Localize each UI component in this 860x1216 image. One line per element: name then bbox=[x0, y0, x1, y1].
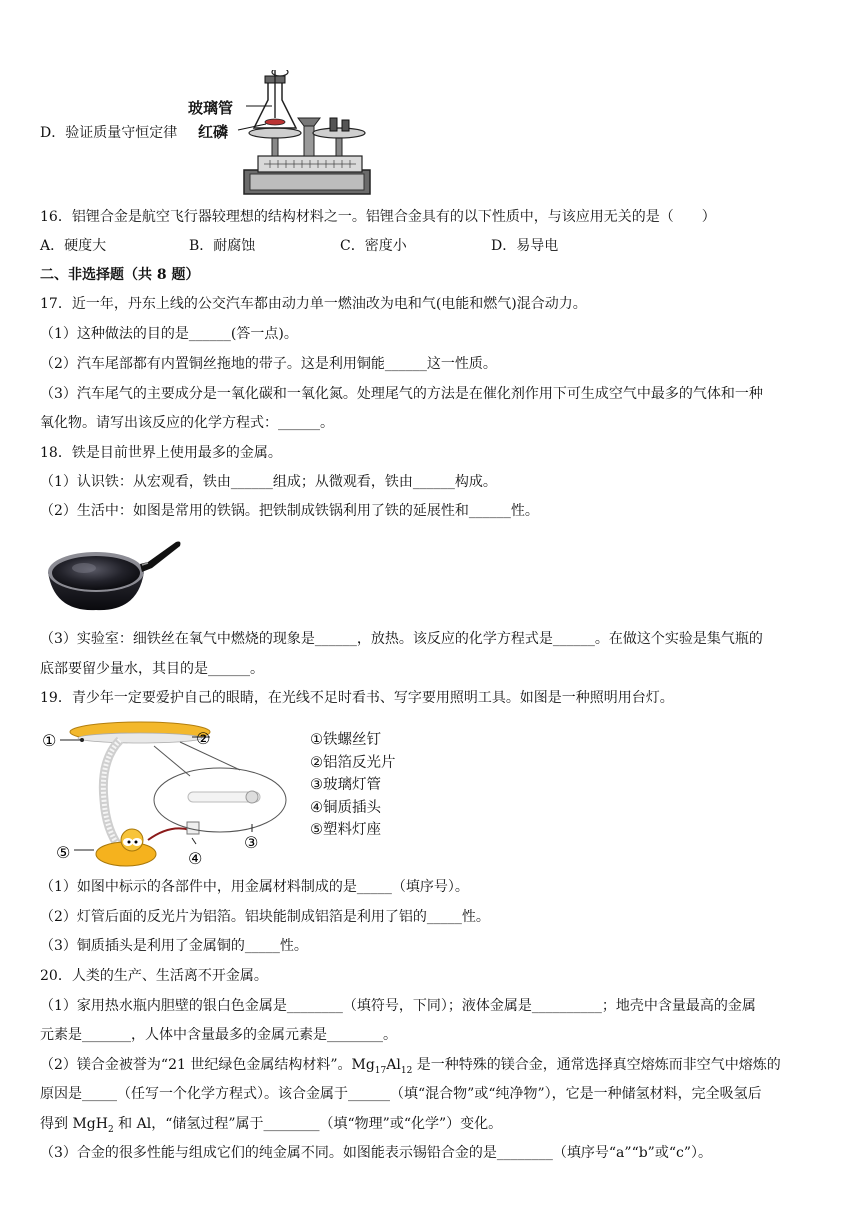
q20-part2-line3 bbox=[40, 1114, 502, 1140]
lamp-legend bbox=[310, 729, 396, 842]
q17-part3-line2: 氧化物。请写出该反应的化学方程式：______。 bbox=[40, 415, 334, 431]
q17-stem: 17．近一年，丹东上线的公交汽车都由动力单一燃油改为电和气(电能和燃气)混合动力。 bbox=[40, 296, 587, 312]
legend-item-4: ④铜质插头 bbox=[310, 799, 381, 816]
callout-4: ④ bbox=[188, 849, 203, 868]
q18-stem: 18．铁是目前世界上使用最多的金属。 bbox=[40, 445, 282, 461]
q20-part2-text-c: 是一种特殊的镁合金，通常选择真空熔炼而非空气中熔炼的 bbox=[412, 1057, 781, 1073]
q20-part2-text-e: 和 Al，“储氢过程”属于________（填“物理”或“化学”）变化。 bbox=[113, 1116, 503, 1132]
legend-item-3: ③玻璃灯管 bbox=[310, 777, 381, 793]
q18-part3-line2: 底部要留少量水，其目的是______。 bbox=[40, 661, 264, 677]
q18-part1: （1）认识铁：从宏观看，铁由______组成；从微观看，铁由______构成。 bbox=[40, 474, 497, 490]
q16-option-b: B．耐腐蚀 bbox=[189, 238, 256, 254]
subscript: 12 bbox=[400, 1065, 413, 1076]
q20-part1-line1: （1）家用热水瓶内胆壁的银白色金属是________（填符号，下同）；液体金属是__________；地壳中含量最高的金属 bbox=[40, 998, 756, 1014]
q19-part1: （1）如图中标示的各部件中，用金属材料制成的是_____（填序号）。 bbox=[40, 879, 469, 895]
subscript: 2 bbox=[107, 1124, 114, 1135]
figure-label-glass-tube: 玻璃管 bbox=[188, 99, 234, 117]
q15-option-d: D．验证质量守恒定律 bbox=[40, 125, 178, 141]
iron-wok-image bbox=[44, 538, 184, 614]
q20-part1-line2: 元素是_______，人体中含量最多的金属元素是________。 bbox=[40, 1027, 397, 1043]
figure-label-red-phosphorus: 红磷 bbox=[198, 123, 229, 141]
callout-3: ③ bbox=[244, 833, 259, 852]
q16-option-c: C．密度小 bbox=[340, 238, 407, 254]
q16-stem: 16．铝锂合金是航空飞行器较理想的结构材料之一。铝锂合金具有的以下性质中，与该应用无关的是（ ） bbox=[40, 209, 716, 225]
legend-item-1: ①铁螺丝钉 bbox=[310, 732, 381, 748]
q20-part3: （3）合金的很多性能与组成它们的纯金属不同。如图能表示锡铅合金的是________（填序号“a”“b”或“c”）。 bbox=[40, 1145, 712, 1161]
q17-part1: （1）这种做法的目的是______(答一点)。 bbox=[40, 326, 298, 342]
q19-part2: （2）灯管后面的反光片为铝箔。铝块能制成铝箔是利用了铝的_____性。 bbox=[40, 909, 490, 925]
legend-item-5: ⑤塑料灯座 bbox=[310, 822, 381, 838]
q18-part3-line1: （3）实验室：细铁丝在氧气中燃烧的现象是______，放热。该反应的化学方程式是______。在做这个实验是集气瓶的 bbox=[40, 631, 763, 647]
q20-stem: 20．人类的生产、生活离不开金属。 bbox=[40, 968, 268, 984]
q20-part2-text-d: 得到 MgH bbox=[40, 1116, 108, 1132]
q16-options bbox=[40, 236, 822, 256]
q19-stem: 19．青少年一定要爱护自己的眼睛，在光线不足时看书、写字要用照明工具。如图是一种照明用台灯。 bbox=[40, 690, 674, 706]
callout-1: ① bbox=[42, 731, 57, 750]
q20-part2-text-b: Al bbox=[386, 1057, 401, 1073]
q16-option-d: D．易导电 bbox=[491, 238, 559, 254]
q18-part2: （2）生活中：如图是常用的铁锅。把铁制成铁锅利用了铁的延展性和______性。 bbox=[40, 503, 539, 519]
q17-part2: （2）汽车尾部都有内置铜丝拖地的带子。这是利用铜能______这一性质。 bbox=[40, 356, 497, 372]
callout-5: ⑤ bbox=[56, 843, 71, 862]
legend-item-2: ②铝箔反光片 bbox=[310, 754, 396, 771]
q20-part2-line2: 原因是_____（任写一个化学方程式）。该合金属于______（填“混合物”或“纯净物”），它是一种储氢材料，完全吸氢后 bbox=[40, 1086, 762, 1102]
q19-part3: （3）铜质插头是利用了金属铜的_____性。 bbox=[40, 938, 308, 954]
q16-option-a: A．硬度大 bbox=[40, 238, 107, 254]
subscript: 17 bbox=[374, 1065, 387, 1076]
desk-lamp-figure bbox=[40, 720, 310, 870]
section-title: 二、非选择题（共 8 题） bbox=[40, 267, 200, 283]
q17-part3-line1: （3）汽车尾气的主要成分是一氧化碳和一氧化氮。处理尾气的方法是在催化剂作用下可生成空气中最多的气体和一种 bbox=[40, 386, 763, 402]
callout-2: ② bbox=[196, 729, 211, 748]
q20-part2-text-a: （2）镁合金被誉为“21 世纪绿色金属结构材料”。Mg bbox=[40, 1057, 375, 1073]
q20-part2-line1 bbox=[40, 1055, 781, 1081]
